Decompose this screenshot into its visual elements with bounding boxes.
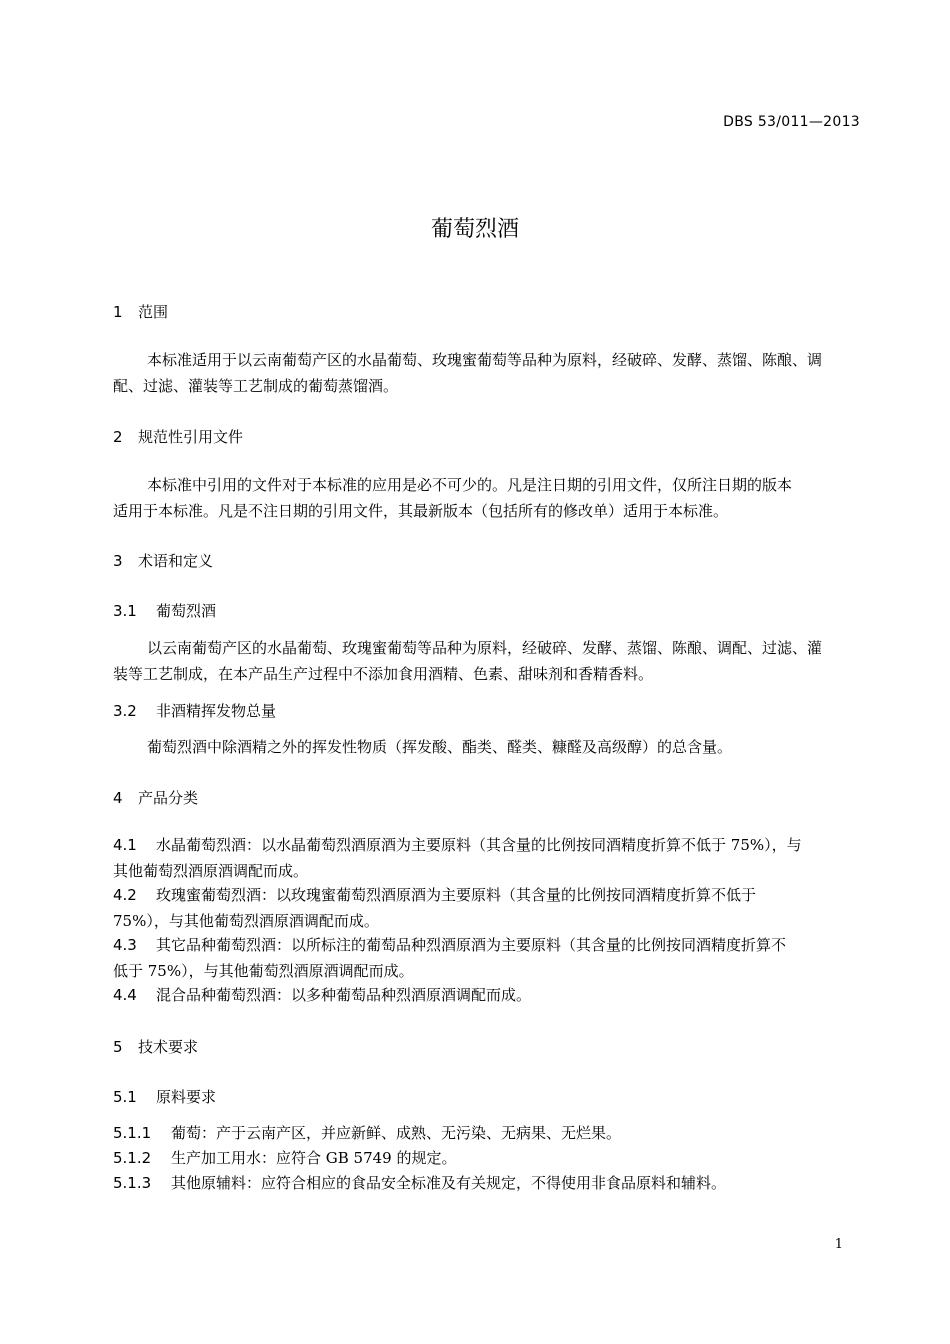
classification-item-4-4 [113, 982, 860, 1008]
page-number: 1 [834, 1237, 843, 1252]
paragraph-line: 装等工艺制成，在本产品生产过程中不添加食用酒精、色素、甜味剂和香精香料。 [113, 665, 654, 683]
item-text-continued: 其他葡萄烈酒原酒调配而成。 [113, 862, 309, 880]
paragraph-line: 适用于本标准。凡是不注日期的引用文件，其最新版本（包括所有的修改单）适用于本标准。 [113, 502, 729, 520]
classification-item-4-2 [113, 882, 860, 934]
subsection-5-1-heading [113, 1086, 216, 1107]
subsection-number: 5.1 [113, 1088, 137, 1106]
section-title: 范围 [138, 303, 169, 321]
section-2-paragraph [113, 472, 860, 524]
section-title: 规范性引用文件 [138, 428, 244, 446]
item-number: 4.1 [113, 836, 137, 854]
item-number: 5.1.1 [113, 1124, 152, 1142]
subsection-title: 非酒精挥发物总量 [156, 702, 277, 720]
section-2-heading [113, 426, 243, 447]
section-number: 2 [113, 428, 123, 446]
subsection-3-1-paragraph [113, 635, 860, 687]
item-number: 5.1.3 [113, 1174, 152, 1192]
paragraph-line: 配、过滤、灌装等工艺制成的葡萄蒸馏酒。 [113, 377, 399, 395]
item-text: 玫瑰蜜葡萄烈酒：以玫瑰蜜葡萄烈酒原酒为主要原料（其含量的比例按同酒精度折算不低于 [156, 886, 757, 904]
item-number: 4.3 [113, 936, 137, 954]
section-number: 1 [113, 303, 123, 321]
document-title: 葡萄烈酒 [430, 217, 519, 242]
subsection-3-2-paragraph [113, 734, 860, 760]
section-title: 术语和定义 [138, 552, 214, 570]
subsection-number: 3.2 [113, 702, 137, 720]
paragraph-line: 本标准适用于以云南葡萄产区的水晶葡萄、玫瑰蜜葡萄等品种为原料，经破碎、发酵、蒸馏、陈酿、调 [147, 351, 823, 369]
paragraph-line: 本标准中引用的文件对于本标准的应用是必不可少的。凡是注日期的引用文件，仅所注日期的版本 [147, 476, 793, 494]
section-5-heading [113, 1036, 198, 1057]
item-text: 水晶葡萄烈酒：以水晶葡萄烈酒原酒为主要原料（其含量的比例按同酒精度折算不低于 75%），与 [156, 836, 802, 854]
classification-item-4-1 [113, 832, 860, 884]
subsection-title: 原料要求 [156, 1088, 217, 1106]
item-text: 混合品种葡萄烈酒：以多种葡萄品种烈酒原酒调配而成。 [156, 986, 532, 1004]
requirement-item-5-1-3 [113, 1170, 726, 1196]
document-code: DBS 53/011—2013 [723, 114, 860, 130]
item-text: 其他原辅料：应符合相应的食品安全标准及有关规定，不得使用非食品原料和辅料。 [171, 1174, 727, 1192]
item-text: 生产加工用水：应符合 GB 5749 的规定。 [171, 1149, 457, 1167]
subsection-3-2-heading [113, 700, 276, 721]
paragraph-line: 葡萄烈酒中除酒精之外的挥发性物质（挥发酸、酯类、醛类、糠醛及高级醇）的总含量。 [147, 738, 733, 756]
paragraph-line: 以云南葡萄产区的水晶葡萄、玫瑰蜜葡萄等品种为原料，经破碎、发酵、蒸馏、陈酿、调配、过滤、灌 [147, 639, 823, 657]
classification-item-4-3 [113, 932, 860, 984]
item-number: 4.2 [113, 886, 137, 904]
requirement-item-5-1-2 [113, 1145, 457, 1171]
subsection-3-1-heading [113, 600, 216, 621]
item-text-continued: 75%），与其他葡萄烈酒原酒调配而成。 [113, 912, 379, 930]
item-text: 其它品种葡萄烈酒：以所标注的葡萄品种烈酒原酒为主要原料（其含量的比例按同酒精度折算不 [156, 936, 787, 954]
requirement-item-5-1-1 [113, 1120, 621, 1146]
item-number: 4.4 [113, 986, 137, 1004]
section-title: 产品分类 [138, 789, 199, 807]
item-text-continued: 低于 75%），与其他葡萄烈酒原酒调配而成。 [113, 962, 414, 980]
section-3-heading [113, 550, 213, 571]
section-4-heading [113, 787, 198, 808]
subsection-title: 葡萄烈酒 [156, 602, 217, 620]
section-1-paragraph [113, 347, 860, 399]
item-number: 5.1.2 [113, 1149, 152, 1167]
section-title: 技术要求 [138, 1038, 199, 1056]
subsection-number: 3.1 [113, 602, 137, 620]
item-text: 葡萄：产于云南产区，并应新鲜、成熟、无污染、无病果、无烂果。 [171, 1124, 622, 1142]
section-1-heading [113, 301, 168, 322]
section-number: 3 [113, 552, 123, 570]
section-number: 4 [113, 789, 123, 807]
section-number: 5 [113, 1038, 123, 1056]
